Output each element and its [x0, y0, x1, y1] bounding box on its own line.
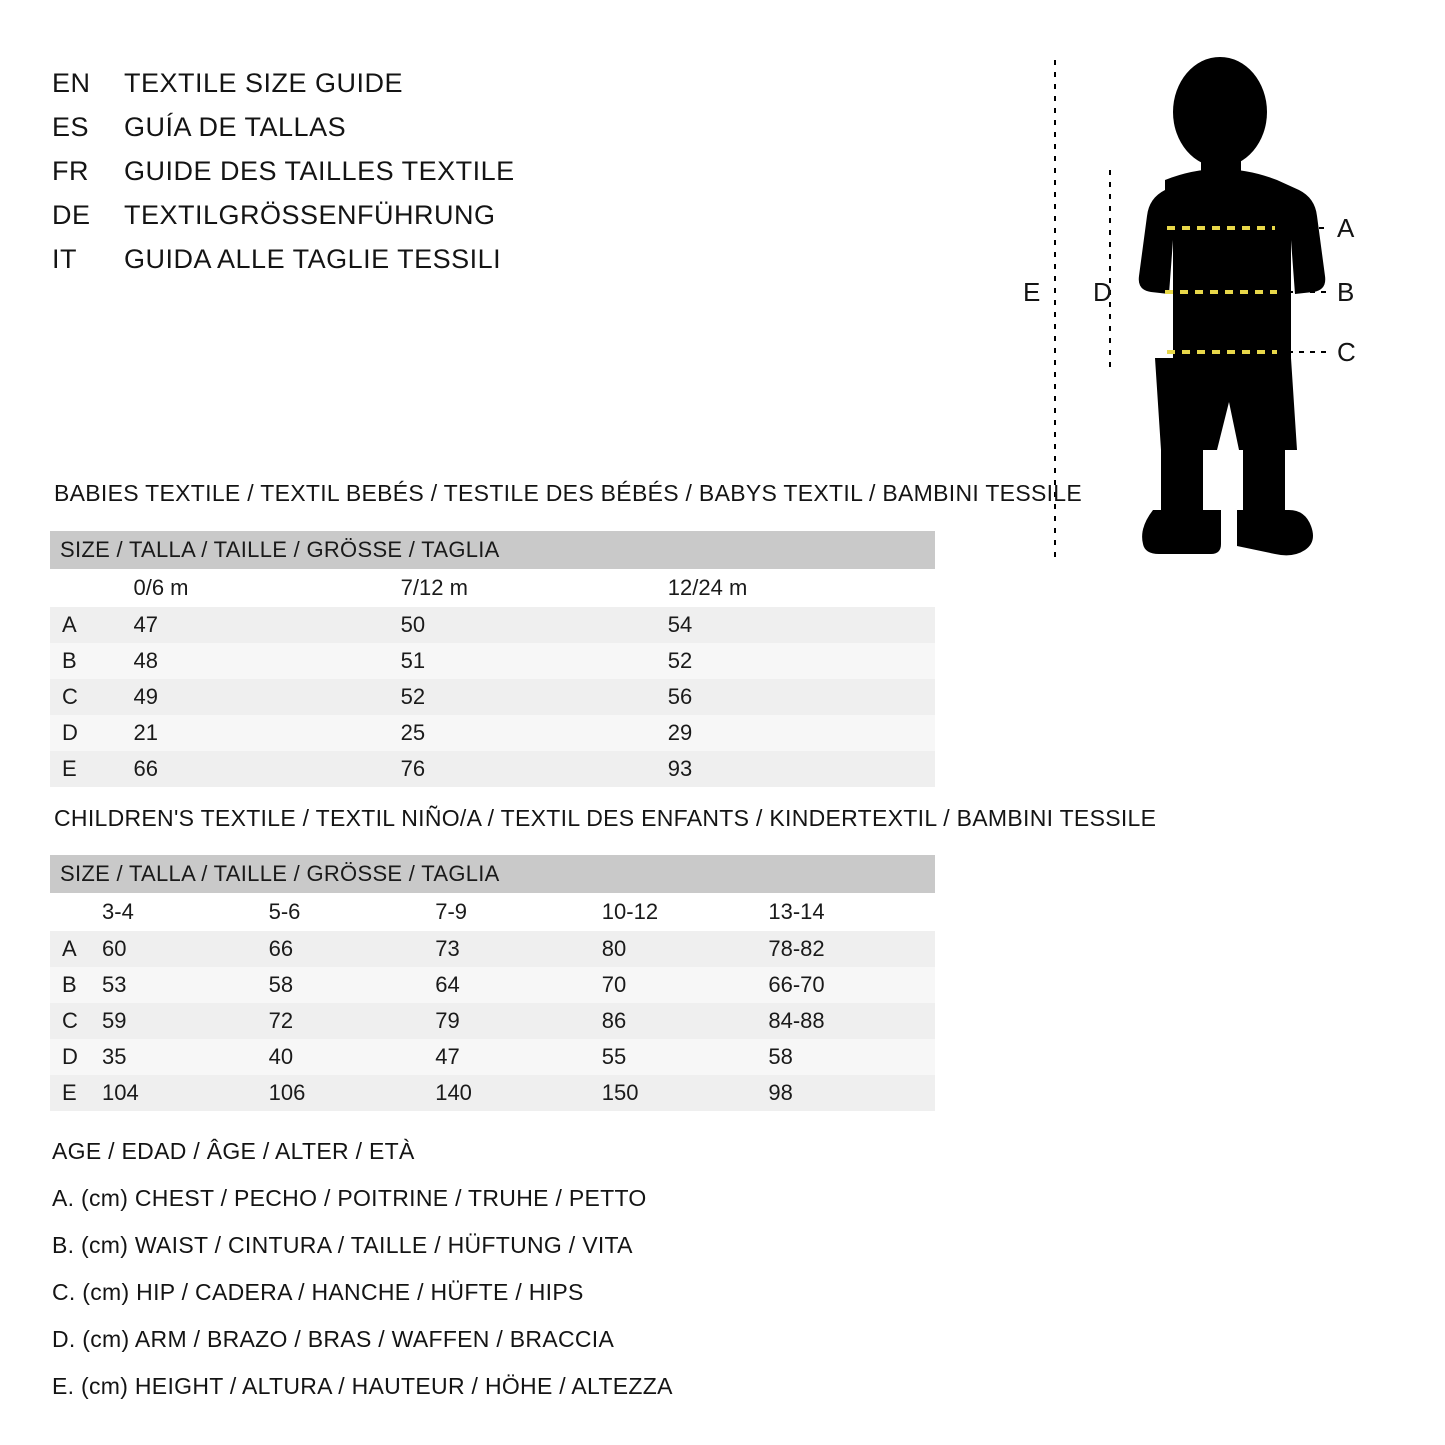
children-e-0: 104 [102, 1075, 269, 1111]
table-row [50, 1003, 935, 1039]
children-e-3: 150 [602, 1075, 769, 1111]
babies-d-2: 29 [668, 715, 935, 751]
title-text-fr: GUIDE DES TAILLES TEXTILE [124, 156, 515, 186]
children-a-3: 80 [602, 931, 769, 967]
children-c-4: 84-88 [768, 1003, 935, 1039]
language-code-en: EN [52, 68, 91, 98]
children-size-0: 3-4 [102, 893, 269, 931]
figure-label-e: E [1023, 277, 1041, 307]
babies-size-2: 12/24 m [668, 569, 935, 607]
table-row [50, 715, 935, 751]
table-row [50, 1075, 935, 1111]
babies-row-label-b: B [50, 643, 133, 679]
table-row [50, 931, 935, 967]
title-text-en: TEXTILE SIZE GUIDE [124, 68, 404, 98]
children-row-label-b: B [50, 967, 102, 1003]
children-row-label-e: E [50, 1075, 102, 1111]
title-row-de [52, 200, 672, 236]
children-row-label-a: A [50, 931, 102, 967]
babies-size-header: SIZE / TALLA / TAILLE / GRÖSSE / TAGLIA [50, 531, 935, 569]
children-a-0: 60 [102, 931, 269, 967]
title-row-en [52, 68, 672, 104]
children-size-header: SIZE / TALLA / TAILLE / GRÖSSE / TAGLIA [50, 855, 935, 893]
language-code-fr: FR [52, 156, 89, 186]
babies-c-2: 56 [668, 679, 935, 715]
children-c-3: 86 [602, 1003, 769, 1039]
children-d-2: 47 [435, 1039, 602, 1075]
children-c-0: 59 [102, 1003, 269, 1039]
figure-label-d: D [1093, 277, 1112, 307]
children-c-2: 79 [435, 1003, 602, 1039]
babies-table-header-row [50, 531, 935, 569]
babies-d-1: 25 [401, 715, 668, 751]
children-section-title: CHILDREN'S TEXTILE / TEXTIL NIÑO/A / TEXTIL DES ENFANTS / KINDERTEXTIL / BAMBINI TESSILE [54, 805, 1157, 831]
babies-sizes-row [50, 569, 935, 607]
babies-row-label-a: A [50, 607, 133, 643]
babies-b-2: 52 [668, 643, 935, 679]
children-row-label-d: D [50, 1039, 102, 1075]
title-row-it [52, 244, 672, 280]
silhouette-shape [1139, 57, 1326, 555]
children-size-1: 5-6 [269, 893, 436, 931]
children-b-0: 53 [102, 967, 269, 1003]
title-row-es [52, 112, 672, 148]
legend-line-d-arm: D. (cm) ARM / BRAZO / BRAS / WAFFEN / BRACCIA [52, 1326, 615, 1352]
children-d-4: 58 [768, 1039, 935, 1075]
language-code-es: ES [52, 112, 90, 142]
legend-line-e-height: E. (cm) HEIGHT / ALTURA / HAUTEUR / HÖHE / ALTEZZA [52, 1373, 673, 1399]
babies-e-0: 66 [133, 751, 400, 787]
legend-line-b-waist: B. (cm) WAIST / CINTURA / TAILLE / HÜFTUNG / VITA [52, 1232, 633, 1258]
babies-e-1: 76 [401, 751, 668, 787]
babies-size-0: 0/6 m [133, 569, 400, 607]
babies-row-label-c: C [50, 679, 133, 715]
table-row [50, 751, 935, 787]
babies-size-1: 7/12 m [401, 569, 668, 607]
children-sizes-corner [50, 893, 102, 931]
children-d-1: 40 [269, 1039, 436, 1075]
children-b-4: 66-70 [768, 967, 935, 1003]
legend-line-a-chest: A. (cm) CHEST / PECHO / POITRINE / TRUHE / PETTO [52, 1185, 647, 1211]
children-d-0: 35 [102, 1039, 269, 1075]
babies-d-0: 21 [133, 715, 400, 751]
language-title-block [52, 68, 672, 288]
language-code-de: DE [52, 200, 91, 230]
children-sizes-row [50, 893, 935, 931]
children-b-3: 70 [602, 967, 769, 1003]
title-row-fr [52, 156, 672, 192]
children-row-label-c: C [50, 1003, 102, 1039]
babies-b-0: 48 [133, 643, 400, 679]
language-code-it: IT [52, 244, 77, 274]
babies-c-0: 49 [133, 679, 400, 715]
children-e-1: 106 [269, 1075, 436, 1111]
babies-size-table [50, 531, 935, 787]
babies-section-title: BABIES TEXTILE / TEXTIL BEBÉS / TESTILE DES BÉBÉS / BABYS TEXTIL / BAMBINI TESSILE [54, 480, 1083, 506]
children-a-2: 73 [435, 931, 602, 967]
children-size-3: 10-12 [602, 893, 769, 931]
babies-sizes-corner [50, 569, 133, 607]
figure-label-c: C [1337, 337, 1356, 367]
table-row [50, 607, 935, 643]
table-row [50, 679, 935, 715]
children-size-2: 7-9 [435, 893, 602, 931]
figure-label-a: A [1337, 213, 1355, 243]
table-row [50, 1039, 935, 1075]
babies-a-2: 54 [668, 607, 935, 643]
children-a-4: 78-82 [768, 931, 935, 967]
children-b-2: 64 [435, 967, 602, 1003]
title-text-de: TEXTILGRÖSSENFÜHRUNG [124, 200, 496, 230]
title-text-es: GUÍA DE TALLAS [124, 112, 347, 142]
title-text-it: GUIDA ALLE TAGLIE TESSILI [124, 244, 502, 274]
children-c-1: 72 [269, 1003, 436, 1039]
babies-a-0: 47 [133, 607, 400, 643]
children-size-4: 13-14 [768, 893, 935, 931]
children-table-header-row [50, 855, 935, 893]
babies-c-1: 52 [401, 679, 668, 715]
children-e-4: 98 [768, 1075, 935, 1111]
babies-e-2: 93 [668, 751, 935, 787]
legend-line-c-hip: C. (cm) HIP / CADERA / HANCHE / HÜFTE / HIPS [52, 1279, 584, 1305]
children-b-1: 58 [269, 967, 436, 1003]
children-e-2: 140 [435, 1075, 602, 1111]
children-size-table [50, 855, 935, 1111]
figure-label-b: B [1337, 277, 1355, 307]
table-row [50, 967, 935, 1003]
measurement-legend [52, 1138, 952, 1420]
children-a-1: 66 [269, 931, 436, 967]
babies-a-1: 50 [401, 607, 668, 643]
children-d-3: 55 [602, 1039, 769, 1075]
legend-line-age: AGE / EDAD / ÂGE / ALTER / ETÀ [52, 1138, 415, 1164]
babies-row-label-d: D [50, 715, 133, 751]
table-row [50, 643, 935, 679]
babies-row-label-e: E [50, 751, 133, 787]
babies-b-1: 51 [401, 643, 668, 679]
